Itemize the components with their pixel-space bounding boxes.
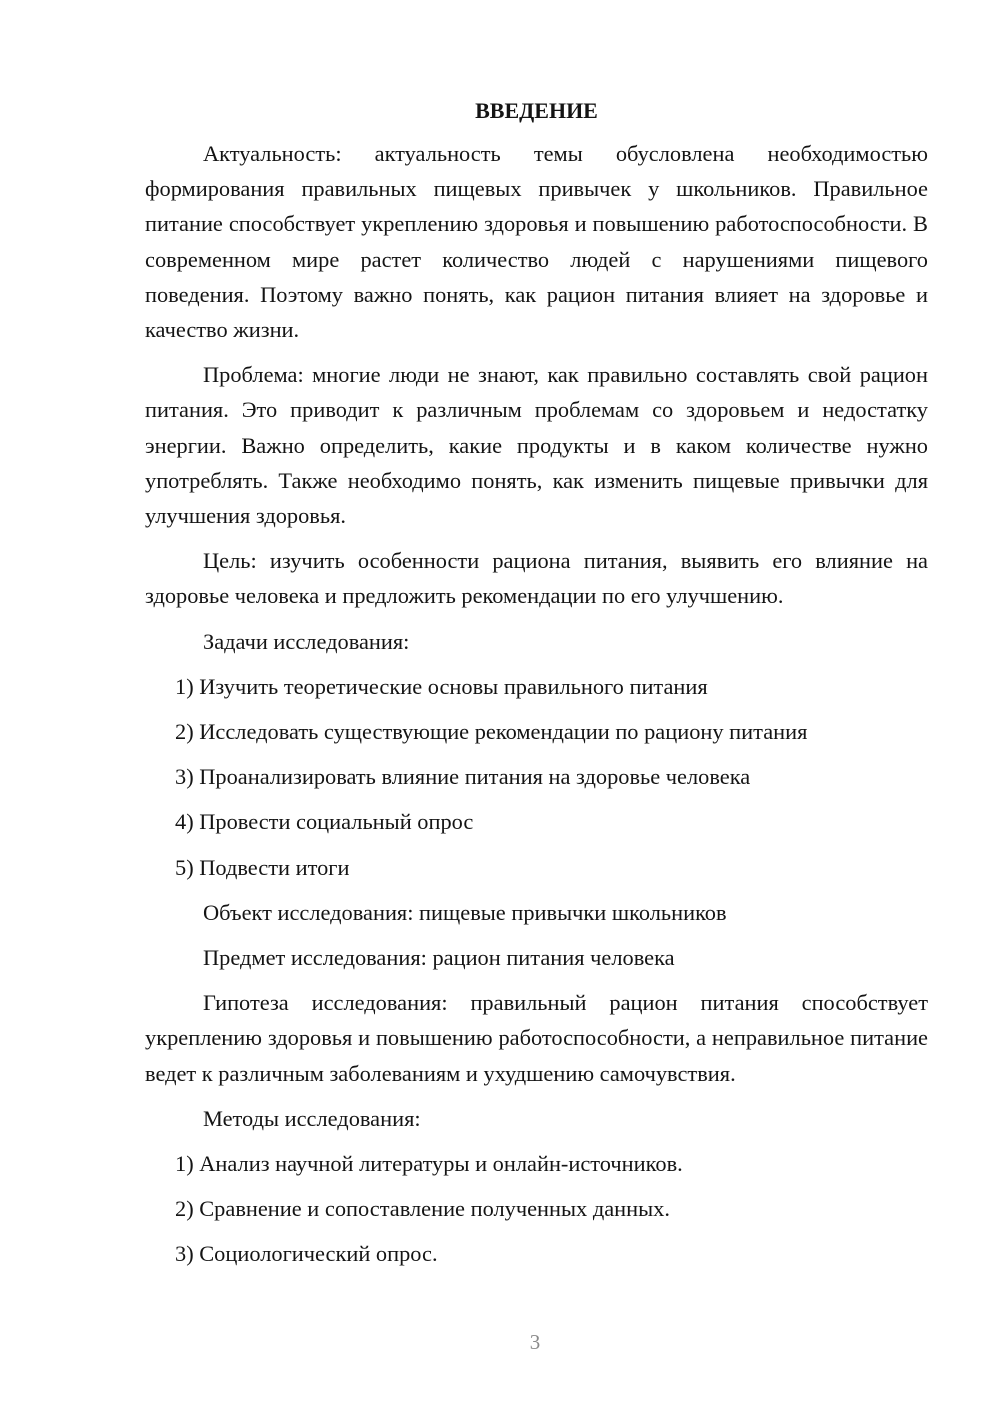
problem-paragraph: Проблема: многие люди не знают, как правильно составлять свой рацион питания. Это приводит к различным проблемам со здоровьем и недостатку энергии. Важно определить, какие продукты и в каком количестве нужно употреблять. Также необходимо понять, как изменить пищевые привычки для улучшения здоровья. (145, 362, 928, 529)
goal-paragraph: Цель: изучить особенности рациона питания, выявить его влияние на здоровье человека и предложить рекомендации по его улучшению. (145, 548, 928, 609)
object-line: Объект исследования: пищевые привычки школьников (203, 899, 727, 925)
methods-heading: Методы исследования: (203, 1105, 421, 1131)
list-item: 1) Анализ научной литературы и онлайн-источников. (175, 1151, 683, 1177)
tasks-heading: Задачи исследования: (203, 628, 410, 654)
list-item: 2) Исследовать существующие рекомендации по рациону питания (175, 719, 808, 745)
document-page (145, 96, 928, 1282)
subject-line: Предмет исследования: рацион питания человека (203, 945, 675, 971)
list-item: 4) Провести социальный опрос (175, 809, 474, 835)
methods-list (145, 1146, 928, 1272)
list-item: 3) Проанализировать влияние питания на здоровье человека (175, 764, 751, 790)
list-item: 3) Социологический опрос. (175, 1241, 438, 1267)
tasks-list (145, 669, 928, 885)
page-number: 3 (529, 1330, 541, 1354)
list-item: 5) Подвести итоги (175, 854, 350, 880)
list-item: 2) Сравнение и сопоставление полученных данных. (175, 1196, 670, 1222)
section-title: ВВЕДЕНИЕ (475, 98, 598, 123)
list-item: 1) Изучить теоретические основы правильного питания (175, 673, 708, 699)
relevance-paragraph: Актуальность: актуальность темы обусловлена необходимостью формирования правильных пищевых привычек у школьников. Правильное питание способствует укреплению здоровья и повышению работоспособности. В современном мире растет количество людей с нарушениями пищевого поведения. Поэтому важно понять, как рацион питания влияет на здоровье и качество жизни. (145, 141, 928, 343)
hypothesis-paragraph: Гипотеза исследования: правильный рацион питания способствует укреплению здоровья и повышению работоспособности, а неправильное питание ведет к различным заболеваниям и ухудшению самочувствия. (145, 990, 928, 1086)
